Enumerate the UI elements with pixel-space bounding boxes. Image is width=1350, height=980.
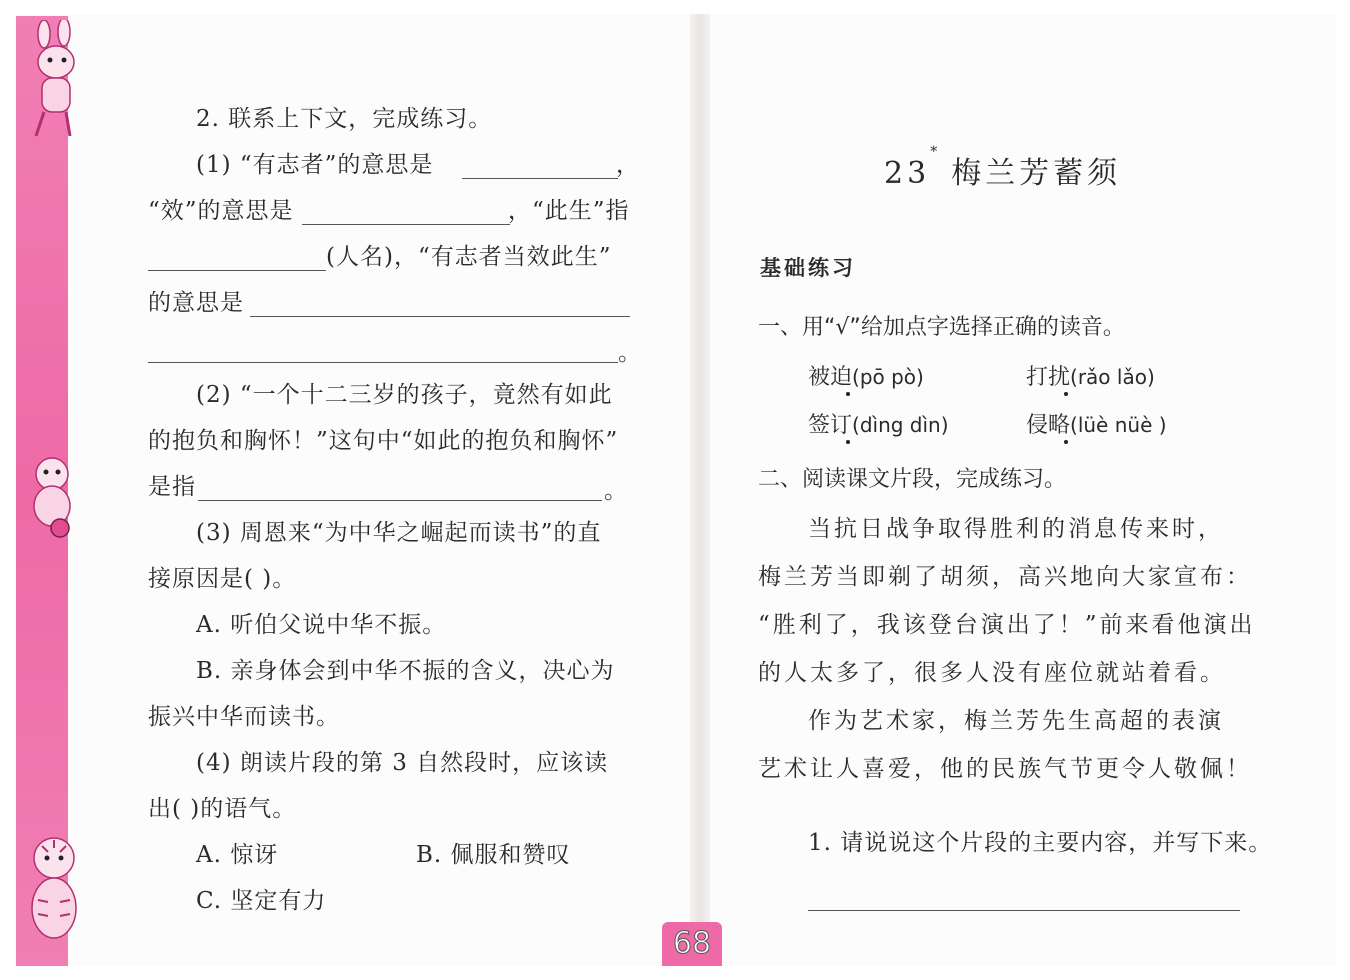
pinyin-word: 签订 — [808, 413, 853, 438]
passage-line: 当抗日战争取得胜利的消息传来时， — [808, 516, 1224, 542]
q2-2-line2: 的抱负和胸怀！”这句中“如此的抱负和胸怀” — [148, 428, 619, 454]
pinyin-item-qianding[interactable] — [808, 408, 949, 439]
passage-line: 的人太多了，很多人没有座位就站着看。 — [758, 660, 1226, 686]
q2-1-prompt: (1) “有志者”的意思是 — [196, 152, 434, 178]
q2-1-meaning-prompt: 的意思是 — [148, 290, 244, 316]
punctuation-period: 。 — [618, 340, 642, 366]
pinyin-word: 侵略 — [1026, 413, 1071, 438]
emphasis-dot — [1064, 392, 1068, 396]
answer-blank-youzhizhe[interactable] — [462, 178, 618, 179]
q2-1-phrase-prompt: (人名)，“有志者当效此生” — [326, 244, 612, 270]
exercise-2-title: 二、阅读课文片段，完成练习。 — [758, 467, 1067, 492]
answer-blank-xiao[interactable] — [302, 224, 510, 225]
exercise-2-question-1: 1. 请说说这个片段的主要内容，并写下来。 — [808, 830, 1273, 856]
pinyin-options: (rǎo lǎo) — [1070, 365, 1155, 389]
emphasis-dot — [1064, 440, 1068, 444]
q2-4-option-b[interactable]: B. 佩服和赞叹 — [416, 842, 571, 868]
page-number-tab — [662, 922, 722, 966]
lesson-number: 23 — [884, 156, 931, 191]
page-number: 68 — [672, 926, 712, 961]
rabbit-mascot-icon — [14, 20, 94, 140]
lesson-title — [884, 144, 1122, 192]
q2-1-cisheng-prompt: ，“此生”指 — [508, 198, 630, 224]
punctuation-comma: ， — [616, 152, 640, 178]
question-2-title: 2. 联系上下文，完成练习。 — [196, 106, 493, 132]
emphasis-dot — [846, 440, 850, 444]
pinyin-options: (lüè nüè ) — [1070, 413, 1167, 437]
passage-line: 艺术让人喜爱，他的民族气节更令人敬佩！ — [758, 756, 1252, 782]
pinyin-options: (pō pò) — [852, 365, 924, 389]
answer-blank-baofu[interactable] — [198, 500, 602, 501]
emphasis-dot — [846, 392, 850, 396]
passage-line: 作为艺术家，梅兰芳先生高超的表演 — [808, 708, 1224, 734]
q2-3-option-b-line2: 振兴中华而读书。 — [148, 704, 340, 730]
q2-3-line2: 接原因是( )。 — [148, 566, 297, 592]
section-heading: 基础练习 — [760, 256, 856, 280]
tiger-mascot-icon — [14, 830, 94, 950]
q2-3-line1: (3) 周恩来“为中华之崛起而读书”的直 — [196, 520, 602, 546]
passage-line: 梅兰芳当即剃了胡须，高兴地向大家宣布： — [758, 564, 1252, 590]
q2-4-line1: (4) 朗读片段的第 3 自然段时，应该读 — [196, 750, 609, 776]
answer-blank-summary[interactable] — [808, 910, 1240, 911]
q2-3-option-b-line1[interactable]: B. 亲身体会到中华不振的含义，决心为 — [196, 658, 615, 684]
pinyin-word: 打扰 — [1026, 365, 1071, 390]
optional-lesson-star: * — [930, 144, 938, 160]
punctuation-period: 。 — [604, 478, 628, 504]
answer-blank-meaning-line1[interactable] — [250, 316, 630, 317]
q2-3-option-a[interactable]: A. 听伯父说中华不振。 — [196, 612, 447, 638]
q2-4-option-c[interactable]: C. 坚定有力 — [196, 888, 327, 914]
squirrel-mascot-icon — [14, 450, 90, 540]
pinyin-item-darao[interactable] — [1026, 360, 1155, 391]
answer-blank-cisheng[interactable] — [148, 270, 326, 271]
pinyin-item-beipo[interactable] — [808, 360, 924, 391]
book-gutter — [690, 14, 710, 966]
lesson-name: 梅兰芳蓄须 — [951, 156, 1122, 191]
passage-line: “胜利了，我该登台演出了！”前来看他演出 — [758, 612, 1256, 638]
q2-2-line3: 是指 — [148, 474, 196, 500]
pinyin-options: (dìng dìn) — [852, 413, 949, 437]
q2-4-line2: 出( )的语气。 — [148, 796, 297, 822]
exercise-1-title: 一、用“√”给加点字选择正确的读音。 — [758, 315, 1125, 340]
q2-4-option-a[interactable]: A. 惊讶 — [196, 842, 279, 868]
pinyin-word: 被迫 — [808, 365, 853, 390]
q2-1-xiao-prompt: “效”的意思是 — [148, 198, 294, 224]
q2-2-line1: (2) “一个十二三岁的孩子，竟然有如此 — [196, 382, 613, 408]
pinyin-item-qinlue[interactable] — [1026, 408, 1167, 439]
answer-blank-meaning-line2[interactable] — [148, 362, 618, 363]
